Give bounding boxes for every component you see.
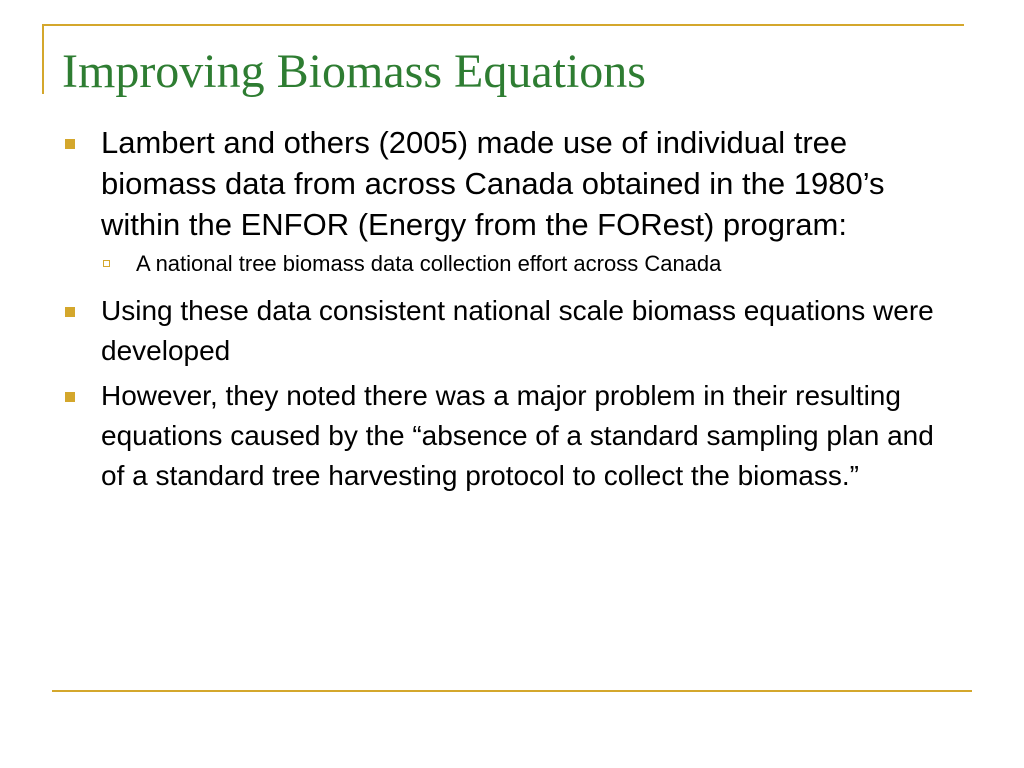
slide-title: Improving Biomass Equations (62, 45, 646, 98)
bullet-item (62, 291, 952, 371)
square-bullet-icon (65, 392, 75, 402)
frame-top-line (42, 24, 964, 26)
bullet-text: However, they noted there was a major problem in their resulting equations caused by the “absence of a standard sampling plan and of a standard tree harvesting protocol to collect the biomass.” (101, 380, 934, 491)
square-bullet-icon (65, 139, 75, 149)
sub-bullet-text: A national tree biomass data collection effort across Canada (136, 251, 722, 276)
frame-bottom-line (52, 690, 972, 692)
frame-left-line (42, 24, 44, 94)
bullet-list (62, 122, 952, 501)
sub-bullet-item (62, 249, 952, 279)
square-bullet-icon (65, 307, 75, 317)
bullet-text: Using these data consistent national scale biomass equations were developed (101, 295, 934, 366)
hollow-square-bullet-icon (103, 260, 110, 267)
bullet-item (62, 122, 952, 245)
bullet-item (62, 376, 952, 496)
bullet-text: Lambert and others (2005) made use of individual tree biomass data from across Canada obtained in the 1980’s within the ENFOR (Energy from the FORest) program: (101, 125, 885, 242)
